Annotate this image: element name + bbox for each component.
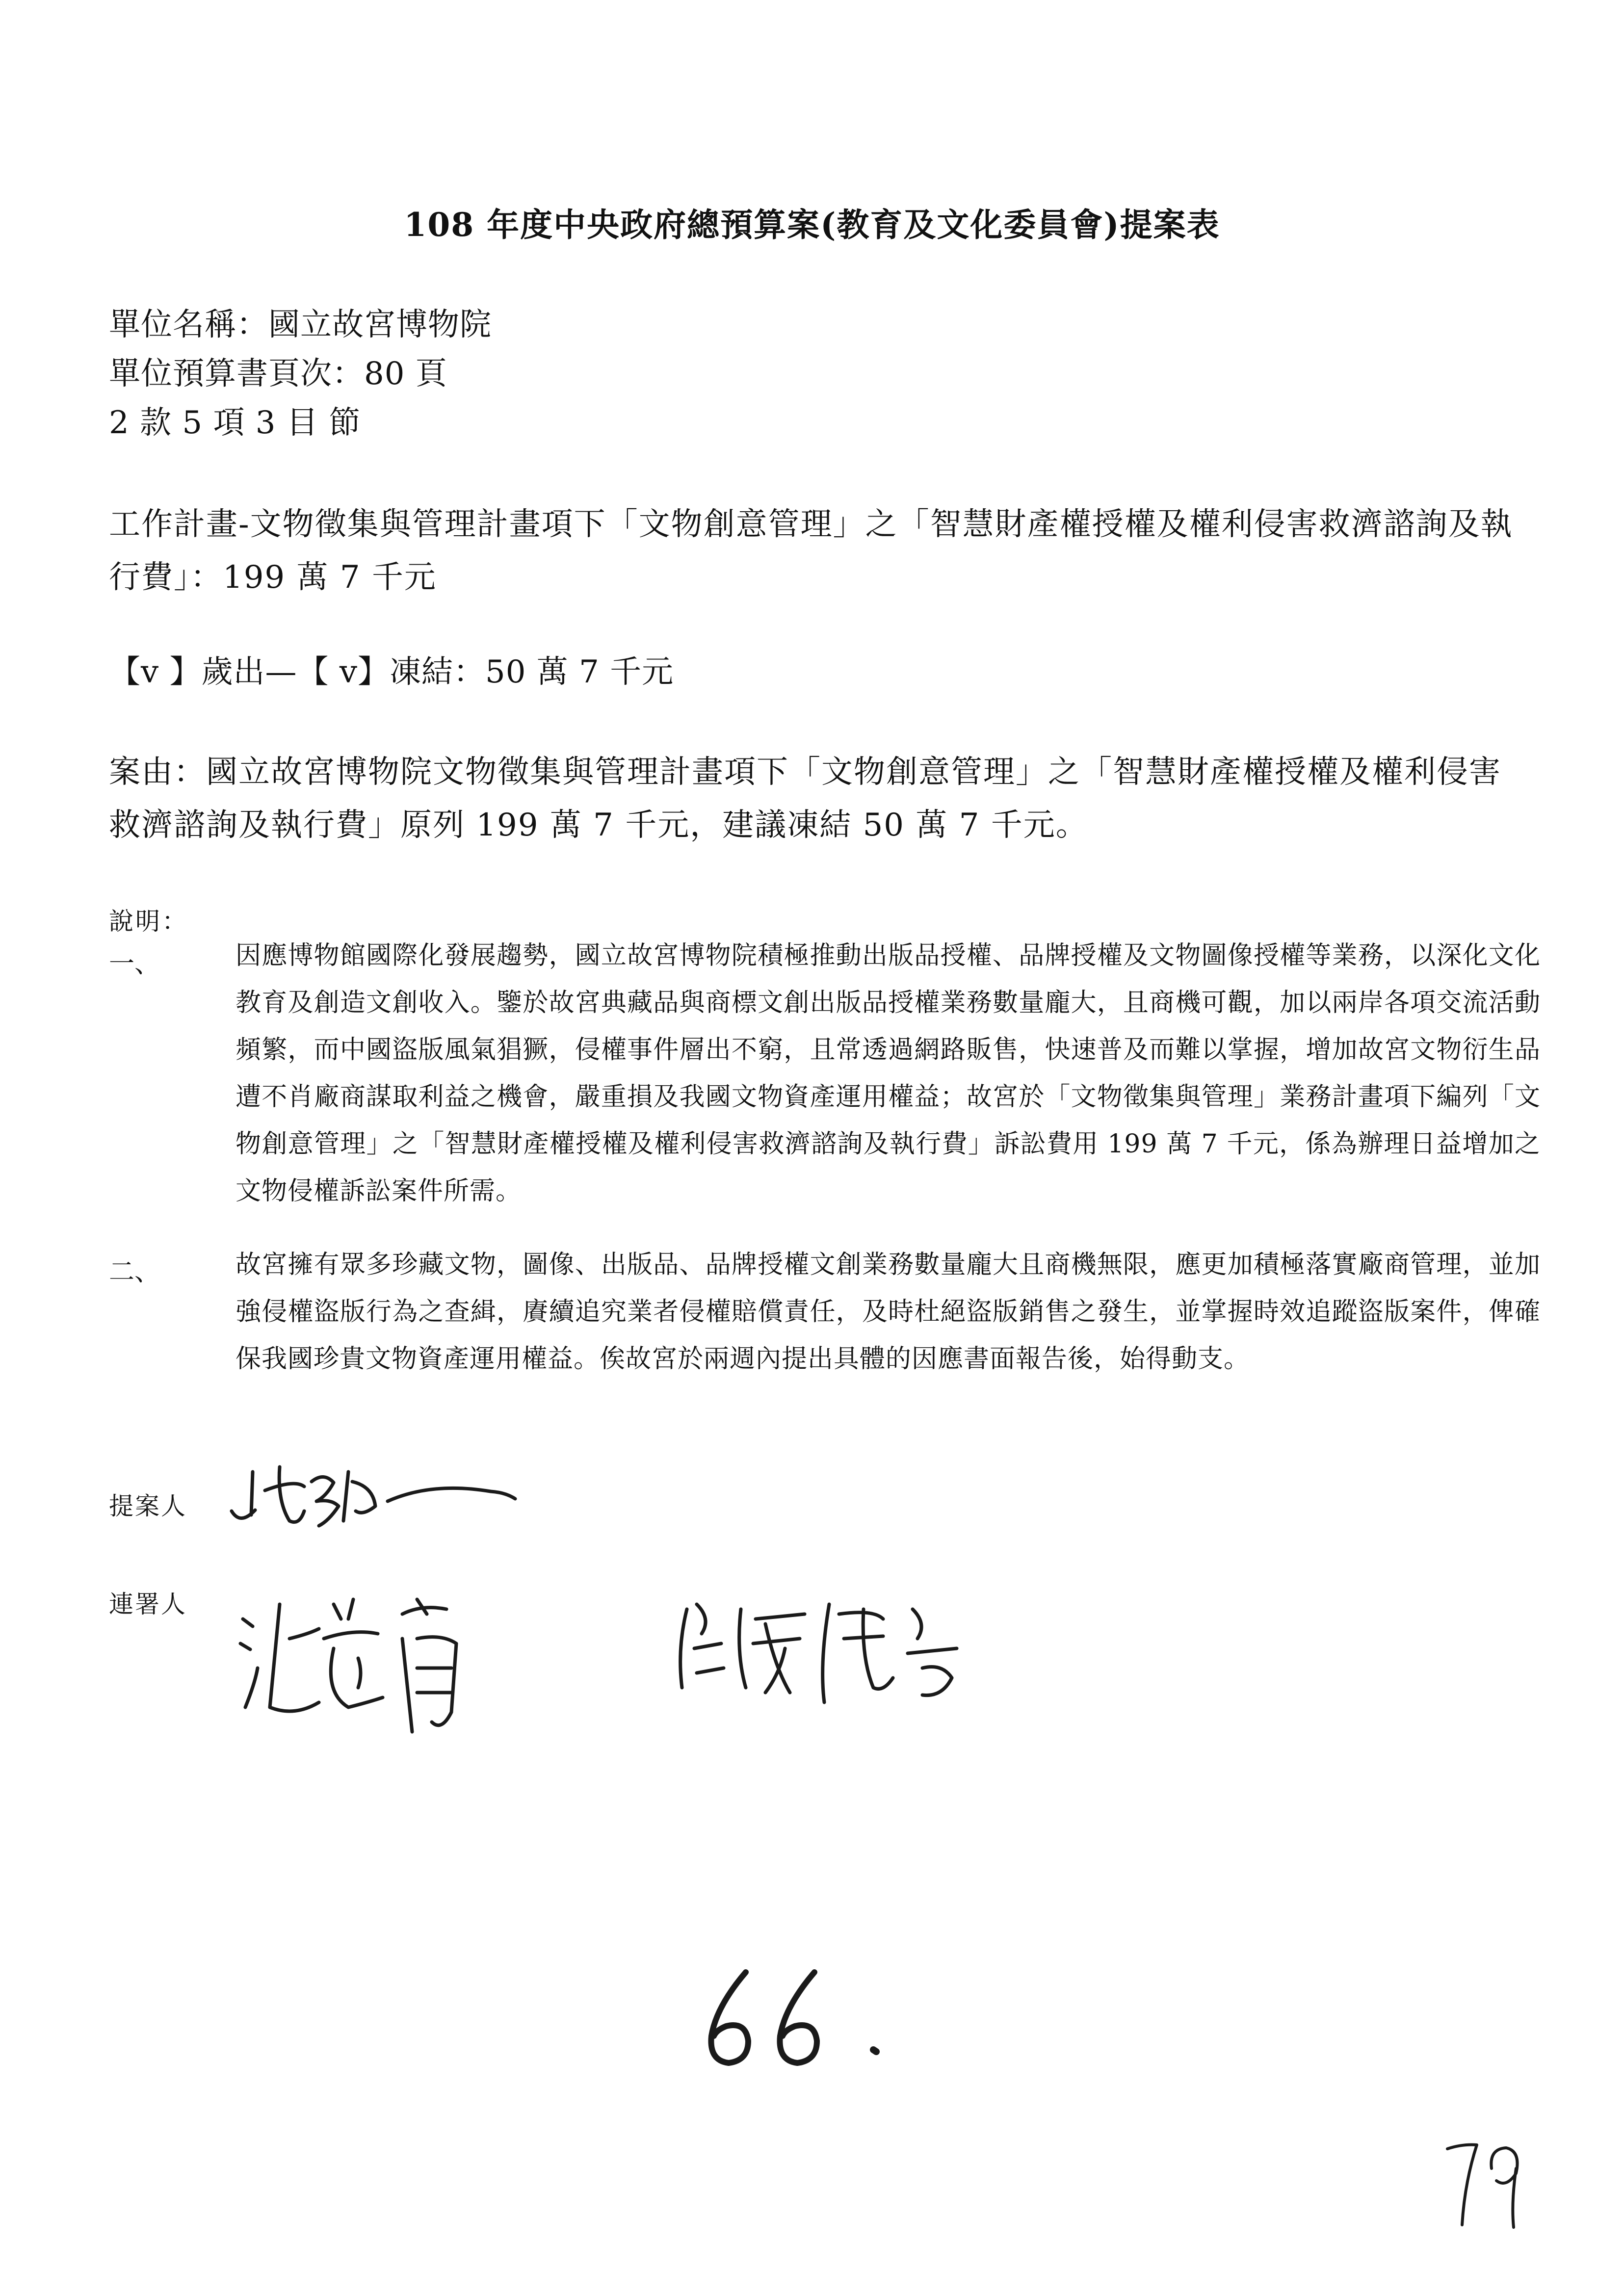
handwritten-79-drawing (1442, 2134, 1531, 2232)
section-line: 2 款 5 項 3 目 節 (109, 405, 361, 441)
proposer-label: 提案人 (109, 1492, 187, 1520)
handwritten-signature-cosigner-2 (667, 1590, 971, 1717)
item-marker: 二、 (109, 1257, 160, 1287)
handwritten-66-drawing (692, 1962, 908, 2080)
explanation-item-text: 因應博物館國際化發展趨勢，國立故宮博物院積極推動出版品授權、品牌授權及文物圖像授權等業務，以深化文化教育及創造文創收入。鑒於故宮典藏品與商標文創出版品授權業務數量龐大，且商機可觀，加以兩岸各項交流活動頻繁，而中國盜版風氣猖獗，侵權事件層出不窮，且常透過網路販售，快速普及而難以掌握，增加故宮文物衍生品遭不肖廠商謀取利益之機會，嚴重損及我國文物資產運用權益；故宮於「文物徵集與管理」業務計畫項下編列「文物創意管理」之「智慧財產權授權及權利侵害救濟諮詢及執行費」訴訟費用 199 萬 7 千元，係為辦理日益增加之文物侵權訴訟案件所需。 (236, 941, 1541, 1206)
explanation-item-text: 故宮擁有眾多珍藏文物，圖像、出版品、品牌授權文創業務數量龐大且商機無限，應更加積極落實廠商管理，並加強侵權盜版行為之查緝，賡續追究業者侵權賠償責任，及時杜絕盜版銷售之發生，並掌握時效追蹤盜版案件，俾確保我國珍貴文物資產運用權益。俟故宮於兩週內提出具體的因應書面報告後，始得動支。 (236, 1250, 1541, 1374)
item-marker: 一、 (109, 949, 160, 979)
handwritten-signature-proposer (226, 1452, 520, 1536)
unit-name-line: 單位名稱：國立故宮博物院 (109, 307, 492, 343)
page-title: 108 年度中央政府總預算案(教育及文化委員會)提案表 (404, 206, 1220, 244)
handwritten-page-number (692, 1962, 908, 2080)
cosigner-label: 連署人 (109, 1590, 187, 1618)
explanation-item (167, 1241, 1541, 1383)
work-plan-text: 工作計畫-文物徵集與管理計畫項下「文物創意管理」之「智慧財產權授權及權利侵害救濟諮詢及執行費」：199 萬 7 千元 (109, 506, 1513, 596)
budget-page-line: 單位預算書頁次：80 頁 (109, 356, 447, 392)
explanation-item (167, 932, 1541, 1215)
action-line: 【v 】歲出—【 v】凍結：50 萬 7 千元 (109, 654, 674, 690)
case-text: 案由：國立故宮博物院文物徵集與管理計畫項下「文物創意管理」之「智慧財產權授權及權利侵害救濟諮詢及執行費」原列 199 萬 7 千元，建議凍結 50 萬 7 千元。 (109, 754, 1501, 843)
explanation-heading: 說明： (109, 907, 188, 936)
handwritten-corner-number (1442, 2134, 1531, 2232)
handwritten-signature-cosigner-1 (236, 1585, 579, 1747)
